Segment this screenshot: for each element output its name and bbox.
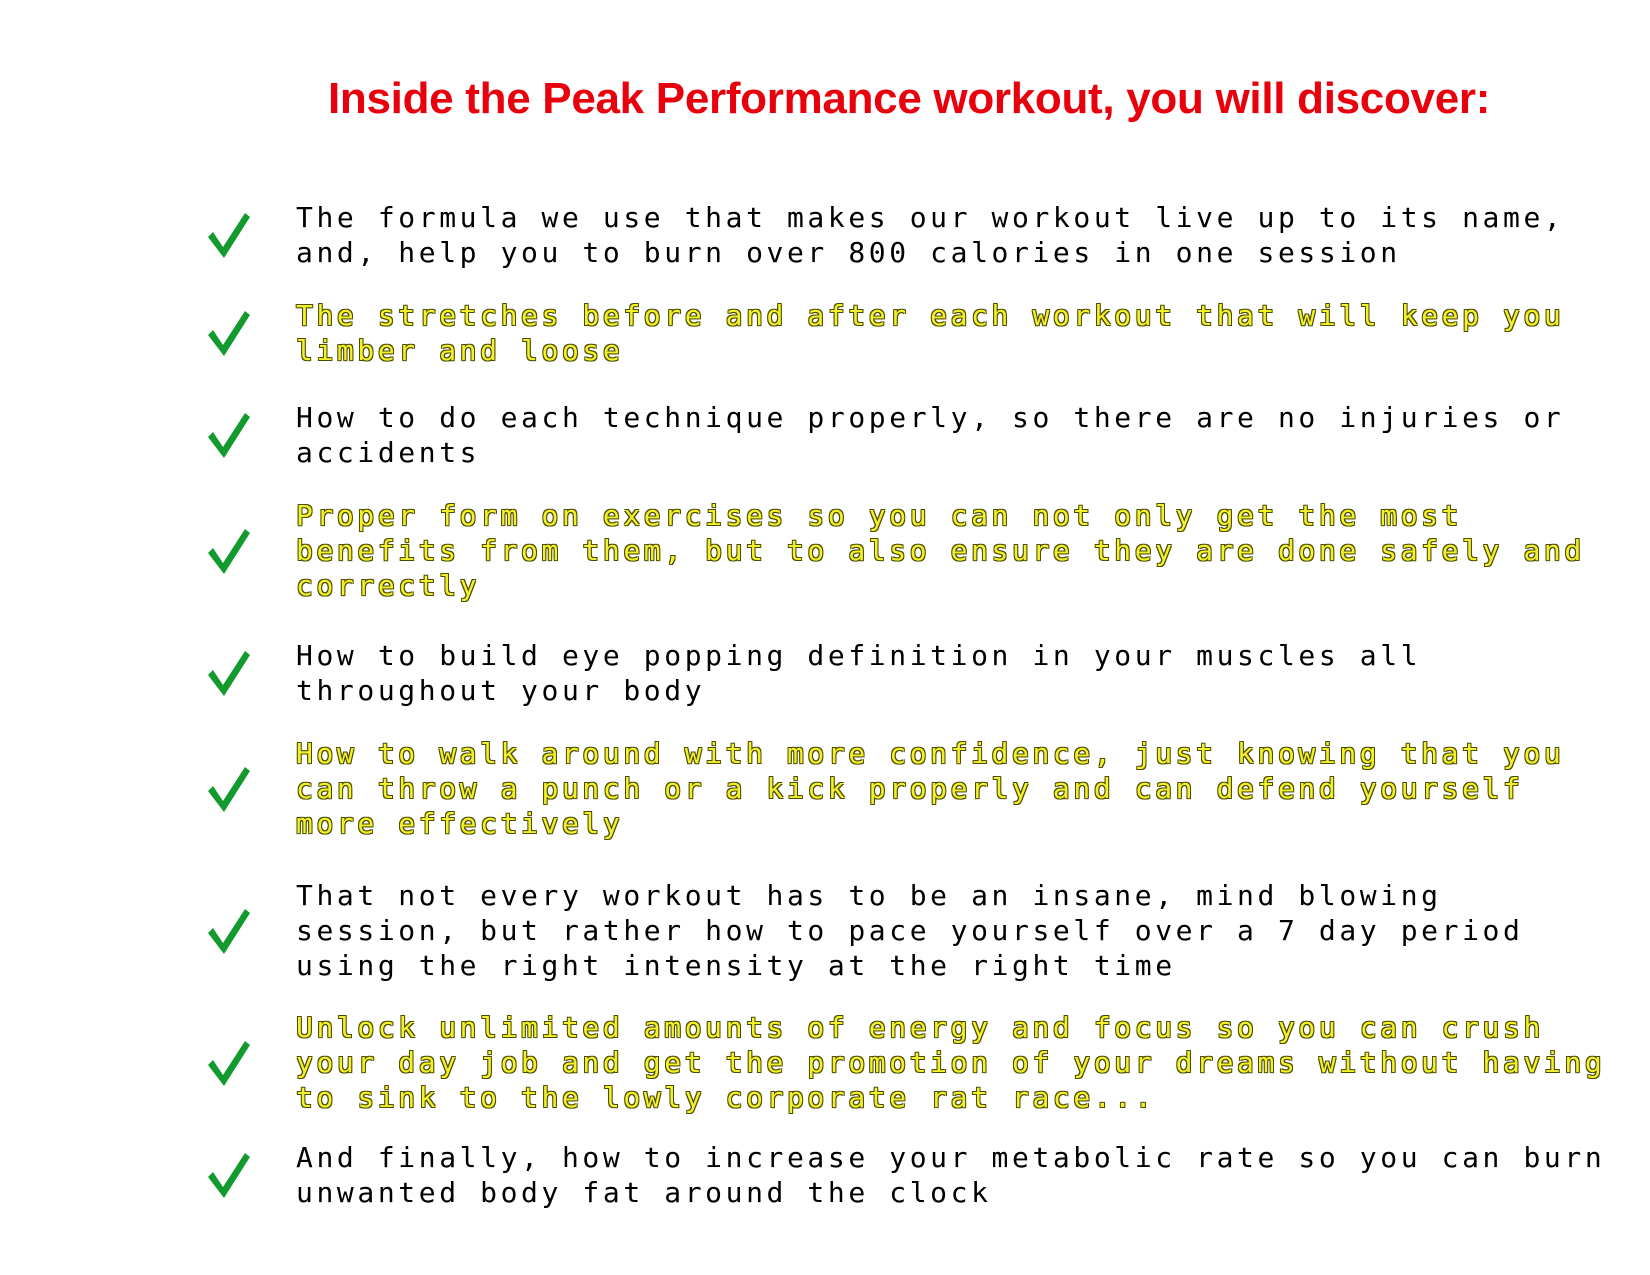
benefit-item [200,498,1620,603]
benefit-line: How to walk around with more confidence, just knowing that you [296,737,1565,770]
checkmark-icon [200,210,296,260]
benefit-line: And finally, how to increase your metabolic rate so you can burn [296,1141,1606,1174]
checkmark-icon [200,764,296,814]
checkmark-icon [200,410,296,460]
benefit-line: more effectively [296,807,624,840]
benefit-item [200,736,1620,841]
benefit-line: your day job and get the promotion of your dreams without having [296,1046,1606,1079]
benefit-item [200,638,1620,708]
benefit-line: The stretches before and after each workout that will keep you [296,299,1565,332]
benefit-line: and, help you to burn over 800 calories in one session [296,236,1401,269]
checkmark-icon [200,1150,296,1200]
benefit-line: throughout your body [296,674,706,707]
benefit-line: That not every workout has to be an insane, mind blowing [296,879,1442,912]
page-title: Inside the Peak Performance workout, you will discover: [328,74,1491,123]
benefit-line: The formula we use that makes our workout live up to its name, [296,201,1565,234]
benefit-text [296,1140,1605,1210]
benefit-line: using the right intensity at the right time [296,949,1176,982]
checkmark-icon [200,526,296,576]
benefit-text-highlighted [296,298,1564,368]
benefit-line: Unlock unlimited amounts of energy and focus so you can crush [296,1011,1544,1044]
benefit-line: How to do each technique properly, so there are no injuries or [296,401,1565,434]
checkmark-icon [200,906,296,956]
benefit-text [296,878,1523,983]
benefit-line: accidents [296,436,481,469]
benefit-line: session, but rather how to pace yourself over a 7 day period [296,914,1524,947]
benefit-line: can throw a punch or a kick properly and can defend yourself [296,772,1524,805]
benefit-line: Proper form on exercises so you can not only get the most [296,499,1463,532]
benefit-line: unwanted body fat around the clock [296,1176,992,1209]
benefit-text [296,400,1564,470]
benefit-line: limber and loose [296,334,624,367]
benefit-text-highlighted [296,498,1585,603]
checkmark-icon [200,648,296,698]
benefit-item [200,400,1620,470]
benefit-text [296,200,1564,270]
benefit-line: to sink to the lowly corporate rat race... [296,1081,1156,1114]
benefit-item [200,200,1620,270]
benefit-text-highlighted [296,1010,1605,1115]
benefit-line: correctly [296,569,481,602]
benefit-text-highlighted [296,736,1564,841]
benefit-item [200,878,1620,983]
benefit-line: benefits from them, but to also ensure they are done safely and [296,534,1585,567]
benefit-text [296,638,1421,708]
checkmark-icon [200,1038,296,1088]
benefit-line: How to build eye popping definition in your muscles all [296,639,1422,672]
checkmark-icon [200,308,296,358]
benefit-item [200,1140,1620,1210]
benefit-item [200,298,1620,368]
benefit-item [200,1010,1620,1115]
